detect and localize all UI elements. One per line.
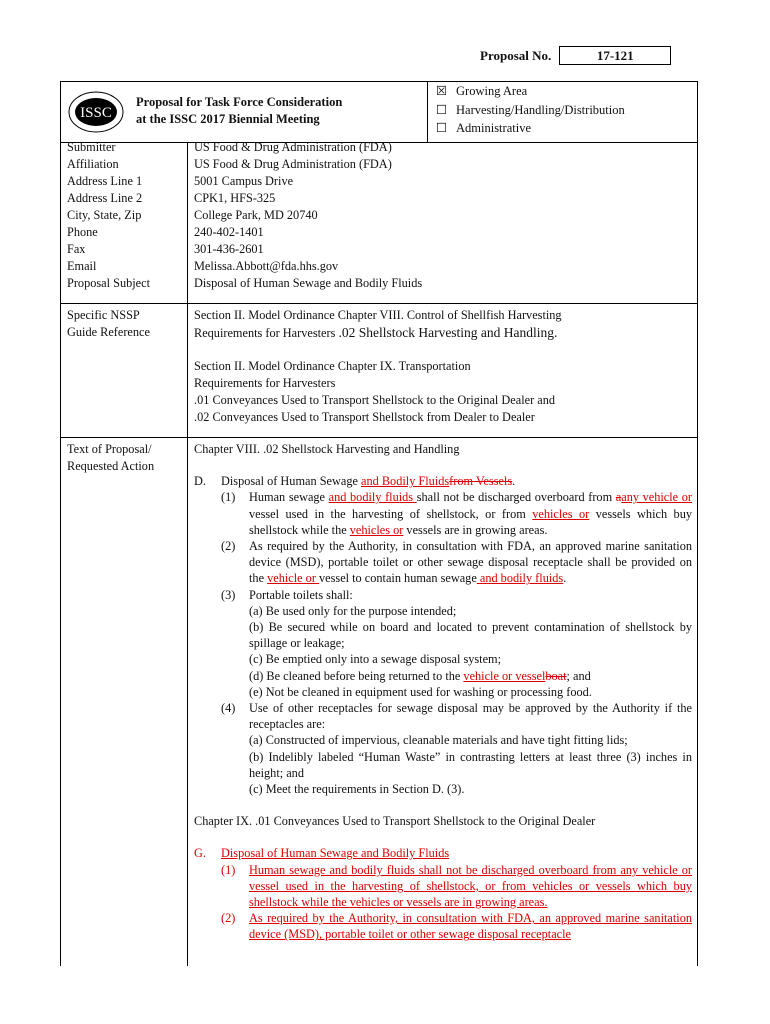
proposal-number-label: Proposal No. xyxy=(480,47,552,63)
inserted-text: Disposal of Human Sewage and Bodily Fluids xyxy=(221,846,450,861)
field-label: Phone xyxy=(67,225,98,239)
item-number: (2) xyxy=(221,539,236,554)
item-number: (1) xyxy=(221,490,236,505)
inserted-text: and bodily fluids xyxy=(476,571,564,586)
item-g2 xyxy=(194,910,692,942)
subitem: (e) Not be cleaned in equipment used for washing or processing food. xyxy=(249,684,592,699)
column-divider xyxy=(187,142,188,966)
guide-reference-label xyxy=(67,307,150,341)
guide-line: .02 Conveyances Used to Transport Shellstock from Dealer to Dealer xyxy=(194,410,535,424)
field-value: US Food & Drug Administration (FDA) xyxy=(194,157,392,171)
category-label: Harvesting/Handling/Distribution xyxy=(456,102,625,117)
field-value: Disposal of Human Sewage and Bodily Fluids xyxy=(194,276,423,290)
field-label: Submitter xyxy=(67,140,116,154)
item-number: G. xyxy=(194,846,206,861)
subitem: (c) Meet the requirements in Section D. (3). xyxy=(249,782,465,797)
field-value: 240-402-1401 xyxy=(194,225,264,239)
item-d1 xyxy=(194,489,692,538)
item-number: D. xyxy=(194,474,206,489)
category-harvesting[interactable] xyxy=(435,101,625,120)
guide-text: .02 Shellstock Harvesting and Handling. xyxy=(338,325,558,340)
item-d4-subitems xyxy=(194,732,692,797)
proposal-form xyxy=(60,81,698,966)
guide-reference-text xyxy=(194,307,692,426)
deleted-text: from Vessels xyxy=(449,474,513,489)
category-checkboxes xyxy=(435,82,625,138)
proposal-number-value: 17-121 xyxy=(559,46,671,65)
label-line: Guide Reference xyxy=(67,325,150,339)
inserted-text: vehicles or xyxy=(532,506,590,521)
label-line: Text of Proposal/ xyxy=(67,442,152,456)
field-label: City, State, Zip xyxy=(67,208,142,222)
field-label: Proposal Subject xyxy=(67,276,150,290)
item-d2 xyxy=(194,538,692,587)
item-d3 xyxy=(194,587,692,603)
submitter-values xyxy=(194,139,422,292)
subitem: (a) Constructed of impervious, cleanable materials and have tight fitting lids; xyxy=(249,733,628,748)
inserted-text: and bodily fluids xyxy=(328,490,417,505)
subitem xyxy=(249,668,692,684)
field-label: Address Line 2 xyxy=(67,191,143,205)
column-divider xyxy=(427,82,428,142)
field-value: 5001 Campus Drive xyxy=(194,174,294,188)
row-divider xyxy=(61,437,697,438)
field-value: US Food & Drug Administration (FDA) xyxy=(194,140,392,154)
field-label: Fax xyxy=(67,242,86,256)
email-value: Melissa.Abbott@fda.hhs.gov xyxy=(194,259,339,273)
inserted-text: As required by the Authority, in consultation with FDA, an approved marine sanitation device (MSD), portable toilet or other sewage disposal receptacle xyxy=(249,911,692,942)
text: vessels which buy shellstock while the xyxy=(249,506,693,537)
chapter-8-heading: Chapter VIII. .02 Shellstock Harvesting and Handling xyxy=(194,442,460,456)
inserted-text: any vehicle or xyxy=(621,490,692,505)
label-line: Requested Action xyxy=(67,459,155,473)
text: shall not be discharged overboard from xyxy=(416,490,616,505)
label-line: Specific NSSP xyxy=(67,308,140,322)
category-administrative[interactable] xyxy=(435,119,625,138)
subitem: (a) Be used only for the purpose intended; xyxy=(249,603,457,618)
checkbox-unchecked[interactable]: ☐ xyxy=(435,121,448,135)
text: vessels are in growing areas. xyxy=(403,522,548,537)
issc-logo xyxy=(67,90,125,134)
category-label: Administrative xyxy=(456,121,531,135)
inserted-text: vehicles or xyxy=(349,522,404,537)
row-divider xyxy=(61,303,697,304)
category-label: Growing Area xyxy=(456,84,528,98)
field-value: CPK1, HFS-325 xyxy=(194,191,276,205)
text: vessel to contain human sewage xyxy=(319,571,477,586)
guide-line xyxy=(194,324,692,342)
text: ; and xyxy=(566,668,591,683)
chapter-9-heading: Chapter IX. .01 Conveyances Used to Transport Shellstock to the Original Dealer xyxy=(194,814,596,829)
guide-line: Section II. Model Ordinance Chapter IX. Transportation xyxy=(194,359,471,373)
item-g1 xyxy=(194,862,692,911)
item-d3-subitems xyxy=(194,603,692,700)
field-label: Email xyxy=(67,259,97,273)
field-value: 301-436-2601 xyxy=(194,242,264,256)
title-line-2: at the ISSC 2017 Biennial Meeting xyxy=(136,112,320,126)
category-growing-area[interactable] xyxy=(435,82,625,101)
text: Use of other receptacles for sewage disposal may be approved by the Authority if the receptacles are: xyxy=(249,701,692,732)
proposal-number-box xyxy=(480,46,671,65)
text: As required by the Authority, in consultation with FDA, an approved marine sanitation device (MSD), portable toilet or other sewage disposal receptacle shall be provided on the xyxy=(249,539,692,586)
checkbox-unchecked[interactable]: ☐ xyxy=(435,102,448,117)
deleted-text: a xyxy=(615,490,622,505)
item-number: (1) xyxy=(221,862,236,877)
inserted-text: and Bodily Fluids xyxy=(361,474,450,489)
text: Portable toilets shall: xyxy=(249,587,353,602)
logo-text: ISSC xyxy=(80,105,112,121)
item-number: (2) xyxy=(221,911,236,926)
deleted-text: boat xyxy=(545,668,567,683)
checkbox-checked[interactable]: ☒ xyxy=(435,84,448,98)
inserted-text: vehicle or xyxy=(267,571,320,586)
subitem: (b) Indelibly labeled “Human Waste” in contrasting letters at least three (3) inches in height; and xyxy=(249,749,692,780)
field-label: Address Line 1 xyxy=(67,174,143,188)
section-g-heading xyxy=(194,845,692,861)
item-number: (3) xyxy=(221,587,236,602)
section-d-heading xyxy=(194,473,692,489)
item-d4 xyxy=(194,700,692,732)
guide-line: .01 Conveyances Used to Transport Shellstock to the Original Dealer and xyxy=(194,393,555,407)
subitem: (b) Be secured while on board and located to prevent contamination of shellstock by spillage or leakage; xyxy=(249,620,692,651)
text: Disposal of Human Sewage xyxy=(221,474,362,489)
text: Human sewage xyxy=(249,490,329,505)
text: . xyxy=(512,474,516,489)
inserted-text: vehicle or vessel xyxy=(463,668,546,683)
proposal-text xyxy=(194,441,692,943)
submitter-labels xyxy=(67,139,150,292)
proposal-title xyxy=(136,94,342,128)
text-of-proposal-label xyxy=(67,441,154,475)
item-number: (4) xyxy=(221,701,236,716)
subitem: (c) Be emptied only into a sewage disposal system; xyxy=(249,652,502,667)
field-label: Affiliation xyxy=(67,157,119,171)
text: . xyxy=(563,571,567,586)
field-value: College Park, MD 20740 xyxy=(194,208,318,222)
text: vessel used in the harvesting of shellstock, or from xyxy=(249,506,533,521)
text: (d) Be cleaned before being returned to the xyxy=(249,668,464,683)
inserted-text: Human sewage and bodily fluids shall not be discharged overboard from any vehicle or vessel used in the harvesting of shellstock, or from vehicles or vessels which buy shellstock while the vehicles or vessels are in growing areas. xyxy=(249,862,692,910)
title-line-1: Proposal for Task Force Consideration xyxy=(136,95,343,109)
guide-line: Requirements for Harvesters xyxy=(194,376,336,390)
guide-text: Requirements for Harvesters xyxy=(194,326,339,340)
guide-line: Section II. Model Ordinance Chapter VIII. Control of Shellfish Harvesting xyxy=(194,308,562,322)
